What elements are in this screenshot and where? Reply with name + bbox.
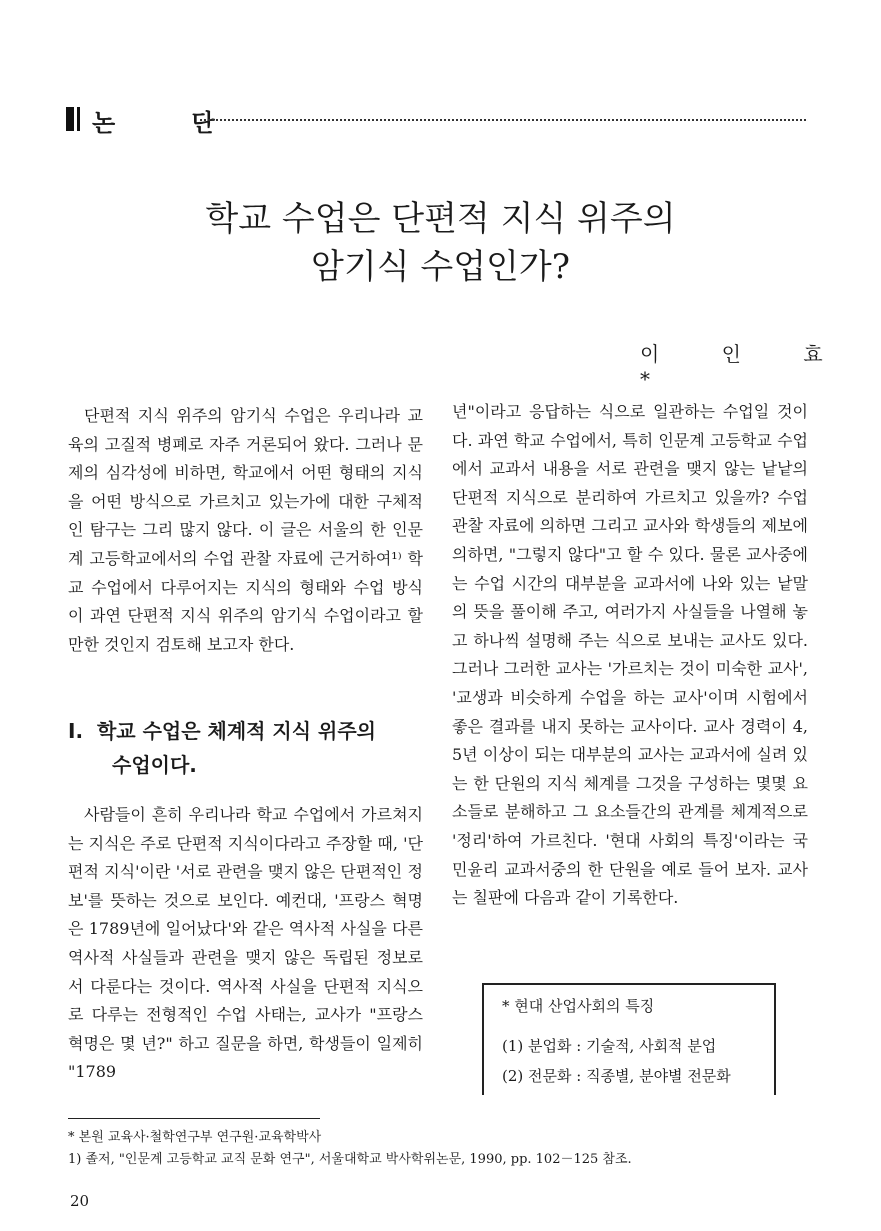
section-heading-line1: 학교 수업은 체계적 지식 위주의: [96, 719, 376, 743]
section-heading-line2: 수업이다.: [112, 753, 197, 777]
section-heading-number: I.: [68, 719, 84, 743]
article-title: [0, 195, 881, 291]
box-item: (1) 분업화 : 기술적, 사회적 분업: [502, 1037, 717, 1055]
footnote-reference: 1) 졸저, "인문계 고등학교 교직 문화 연구", 서울대학교 박사학위논문, 1990, pp. 102－125 참조.: [68, 1152, 632, 1167]
section-marker-bar-thin: [77, 107, 80, 131]
blackboard-example-box: [482, 983, 776, 1095]
right-column-body: [452, 398, 808, 913]
section-label: 논 단: [92, 109, 249, 137]
author-name: 이 인 효*: [640, 342, 851, 391]
page-number: 20: [70, 1192, 90, 1210]
footnote-author: * 본원 교육사·철학연구부 연구원·교육학박사: [68, 1130, 322, 1145]
article-title-line1: 학교 수업은 단편적 지식 위주의: [205, 199, 676, 239]
box-item: (2) 전문화 : 직종별, 분야별 전문화: [502, 1067, 731, 1085]
continued-paragraph: 년"이라고 응답하는 식으로 일관하는 수업일 것이다. 과연 학교 수업에서, 특히 인문계 고등학교 수업에서 교과서 내용을 서로 관련을 맺지 않는 낱낱의 단편적 지식으로 분리하여 가르치고 있을까? 수업 관찰 자료에 의하면 그리고 교사와 학생들의 제보에 의하면, "그렇지 않다"고 할 수 있다. 물론 교사중에는 수업 시간의 대부분을 교과서에 나와 있는 낱말의 뜻을 풀이해 주고, 여러가지 사실들을 나열해 놓고 하나씩 설명해 주는 식으로 보내는 교사도 있다. 그러나 그러한 교사는 '가르치는 것이 미숙한 교사', '교생과 비슷하게 수업을 하는 교사'이며 시험에서 좋은 결과를 내지 못하는 교사이다. 교사 경력이 4, 5년 이상이 되는 대부분의 교사는 교과서에 실려 있는 한 단원의 지식 체계를 그것을 구성하는 몇몇 요소들로 분해하고 그 요소들간의 관계를 체계적으로 '정리'하여 가르친다. '현대 사회의 특징'이라는 국민윤리 교과서중의 한 단원을 예로 들어 보자. 교사는 칠판에 다음과 같이 기록한다.: [452, 402, 808, 908]
left-column-body: [68, 801, 423, 1087]
footnote-divider: [68, 1118, 320, 1119]
article-title-line2: 암기식 수업인가?: [311, 247, 570, 287]
box-title: * 현대 산업사회의 특징: [502, 997, 655, 1015]
intro-paragraph: 단편적 지식 위주의 암기식 수업은 우리나라 교육의 고질적 병폐로 자주 거론되어 왔다. 그러나 문제의 심각성에 비하면, 학교에서 어떤 형태의 지식을 어떤 방식으로 가르치고 있는가에 대한 구체적인 탐구는 그리 많지 않다. 이 글은 서울의 한 인문계 고등학교에서의 수업 관찰 자료에 근거하여¹⁾ 학교 수업에서 다루어지는 지식의 형태와 수업 방식이 과연 단편적 지식 위주의 암기식 수업이라고 할 만한 것인지 검토해 보고자 한다.: [68, 406, 423, 654]
left-column-intro: [68, 402, 423, 659]
section-header: [66, 103, 806, 139]
section-marker-bar: [66, 107, 74, 131]
section-divider: [200, 119, 806, 121]
body-paragraph: 사람들이 흔히 우리나라 학교 수업에서 가르쳐지는 지식은 주로 단편적 지식이다라고 주장할 때, '단편적 지식'이란 '서로 관련을 맺지 않은 단편적인 정보'를 뜻하는 것으로 보인다. 예컨대, '프랑스 혁명은 1789년에 일어났다'와 같은 역사적 사실을 다른 역사적 사실들과 관련을 맺지 않은 독립된 정보로서 다룬다는 것이다. 역사적 사실을 단편적 지식으로 다루는 전형적인 수업 사태는, 교사가 "프랑스 혁명은 몇 년?" 하고 질문을 하면, 학생들이 일제히 "1789: [68, 805, 423, 1082]
section-heading: [68, 714, 423, 782]
